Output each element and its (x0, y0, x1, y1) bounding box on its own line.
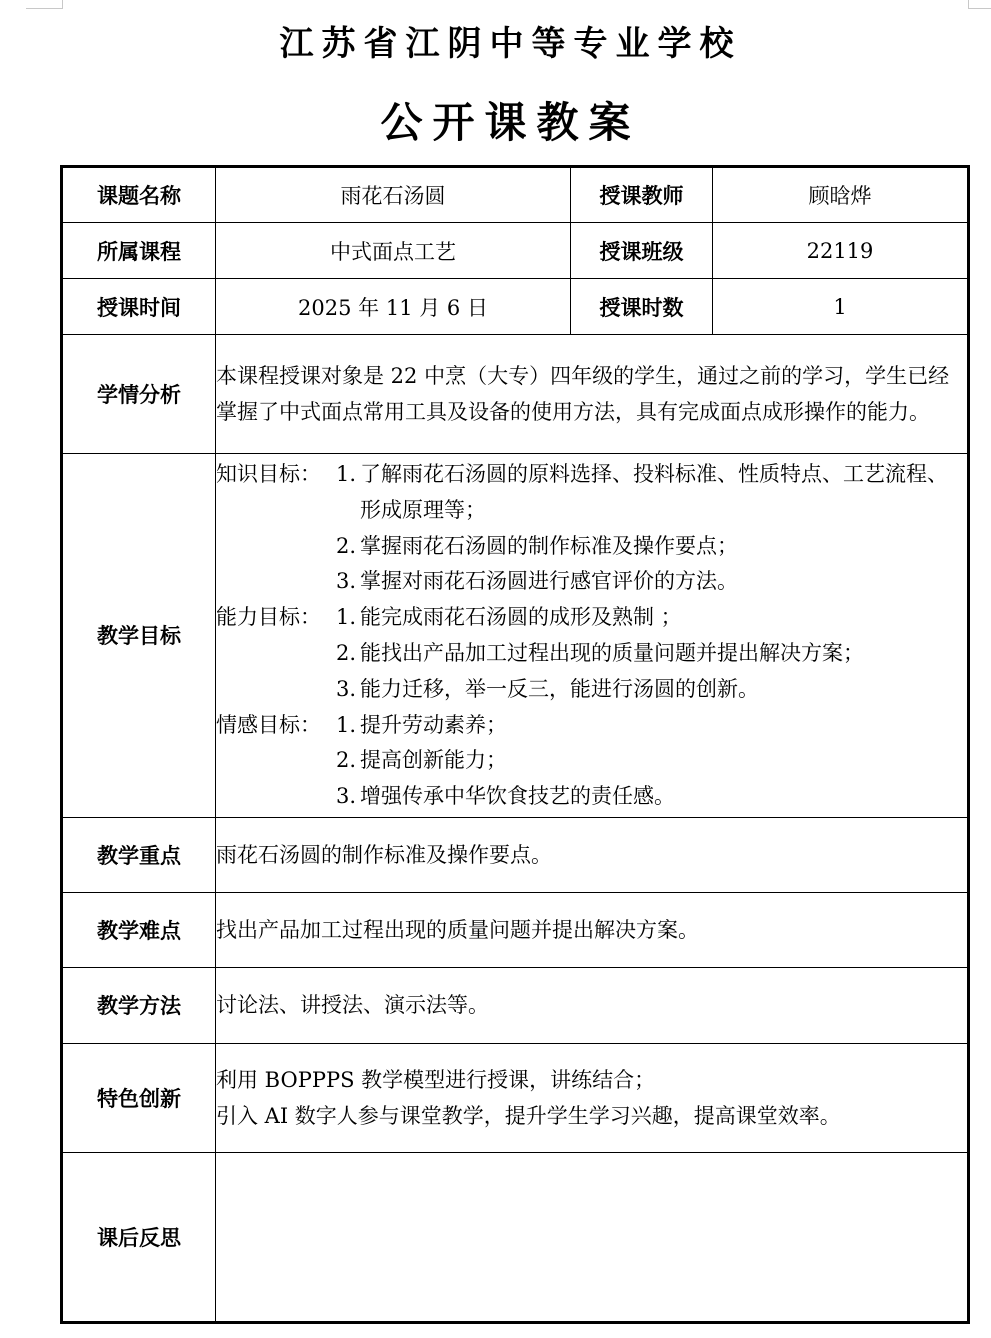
class-value: 22119 (713, 223, 969, 279)
goal-group-head: 情感目标： (216, 712, 321, 737)
goal-group-emotion (216, 708, 967, 815)
goal-item-text: 了解雨花石汤圆的原料选择、投料标准、性质特点、工艺流程、形成原理等； (360, 462, 948, 522)
teacher-label: 授课教师 (571, 167, 713, 223)
key-points-label: 教学重点 (62, 817, 216, 892)
goal-item-number: 2. (336, 533, 357, 558)
school-title: 江苏省江阴中等专业学校 (279, 24, 742, 64)
goal-item (336, 636, 967, 672)
goal-item-text: 增强传承中华饮食技艺的责任感。 (360, 784, 675, 809)
innovation-text (216, 1043, 969, 1152)
difficulties-label: 教学难点 (62, 892, 216, 967)
goal-item-number: 3. (336, 676, 357, 701)
key-points-text: 雨花石汤圆的制作标准及操作要点。 (216, 817, 969, 892)
row-innovation (62, 1043, 969, 1152)
goal-item-number: 2. (336, 640, 357, 665)
goals-content (216, 454, 969, 818)
class-label: 授课班级 (571, 223, 713, 279)
goal-item-number: 1. (336, 462, 357, 486)
lesson-plan-table (60, 165, 970, 1324)
goal-item-number: 1. (336, 605, 357, 630)
analysis-label: 学情分析 (62, 335, 216, 454)
methods-text: 讨论法、讲授法、演示法等。 (216, 967, 969, 1043)
time-value: 2025 年 11 月 6 日 (216, 279, 571, 335)
course-value: 中式面点工艺 (216, 223, 571, 279)
topic-value: 雨花石汤圆 (216, 167, 571, 223)
goal-item (336, 457, 967, 529)
goal-item (336, 779, 967, 815)
page-corner-mark-left (26, 0, 63, 9)
time-label: 授课时间 (62, 279, 216, 335)
goal-items (336, 457, 967, 600)
reflection-label: 课后反思 (62, 1152, 216, 1322)
goals-label: 教学目标 (62, 454, 216, 818)
goal-item-text: 能力迁移，举一反三，能进行汤圆的创新。 (360, 676, 759, 701)
row-difficulties (62, 892, 969, 967)
goal-item-text: 提高创新能力； (360, 748, 507, 773)
row-goals (62, 454, 969, 818)
hours-label: 授课时数 (571, 279, 713, 335)
goal-items (336, 708, 967, 815)
row-methods (62, 967, 969, 1043)
page-corner-mark-right (968, 0, 991, 9)
hours-value: 1 (713, 279, 969, 335)
innovation-line-1: 利用 BOPPPS 教学模型进行授课，讲练结合； (216, 1067, 656, 1092)
topic-label: 课题名称 (62, 167, 216, 223)
document-title: 公开课教案 (380, 98, 641, 147)
goal-group-knowledge (216, 457, 967, 600)
goal-item (336, 708, 967, 744)
reflection-text (216, 1152, 969, 1322)
row-reflection (62, 1152, 969, 1322)
row-topic (62, 167, 969, 223)
goal-item-text: 提升劳动素养； (360, 712, 507, 737)
goal-item (336, 600, 967, 636)
row-course (62, 223, 969, 279)
goal-item-number: 3. (336, 784, 357, 809)
teacher-value: 顾晗烨 (713, 167, 969, 223)
goal-item-number: 1. (336, 712, 357, 737)
goal-item (336, 743, 967, 779)
goal-group-ability (216, 600, 967, 707)
row-time (62, 279, 969, 335)
goal-group-head: 知识目标： (216, 462, 321, 486)
goal-item-text: 能找出产品加工过程出现的质量问题并提出解决方案； (360, 640, 864, 665)
goal-item-number: 2. (336, 748, 357, 773)
innovation-line-2: 引入 AI 数字人参与课堂教学，提升学生学习兴趣，提高课堂效率。 (216, 1103, 841, 1128)
goal-item (336, 529, 967, 565)
row-key-points (62, 817, 969, 892)
analysis-text: 本课程授课对象是 22 中烹（大专）四年级的学生，通过之前的学习，学生已经掌握了中式面点常用工具及设备的使用方法，具有完成面点成形操作的能力。 (216, 335, 969, 454)
goal-group-head: 能力目标： (216, 605, 321, 630)
goal-item (336, 672, 967, 708)
difficulties-text: 找出产品加工过程出现的质量问题并提出解决方案。 (216, 892, 969, 967)
innovation-label: 特色创新 (62, 1043, 216, 1152)
goal-item-number: 3. (336, 569, 357, 594)
goal-items (336, 600, 967, 707)
goal-item-text: 掌握雨花石汤圆的制作标准及操作要点； (360, 533, 738, 558)
goal-item-text: 掌握对雨花石汤圆进行感官评价的方法。 (360, 569, 738, 594)
goal-item (336, 564, 967, 600)
methods-label: 教学方法 (62, 967, 216, 1043)
course-label: 所属课程 (62, 223, 216, 279)
row-analysis (62, 335, 969, 454)
goal-item-text: 能完成雨花石汤圆的成形及熟制 ； (360, 605, 682, 630)
